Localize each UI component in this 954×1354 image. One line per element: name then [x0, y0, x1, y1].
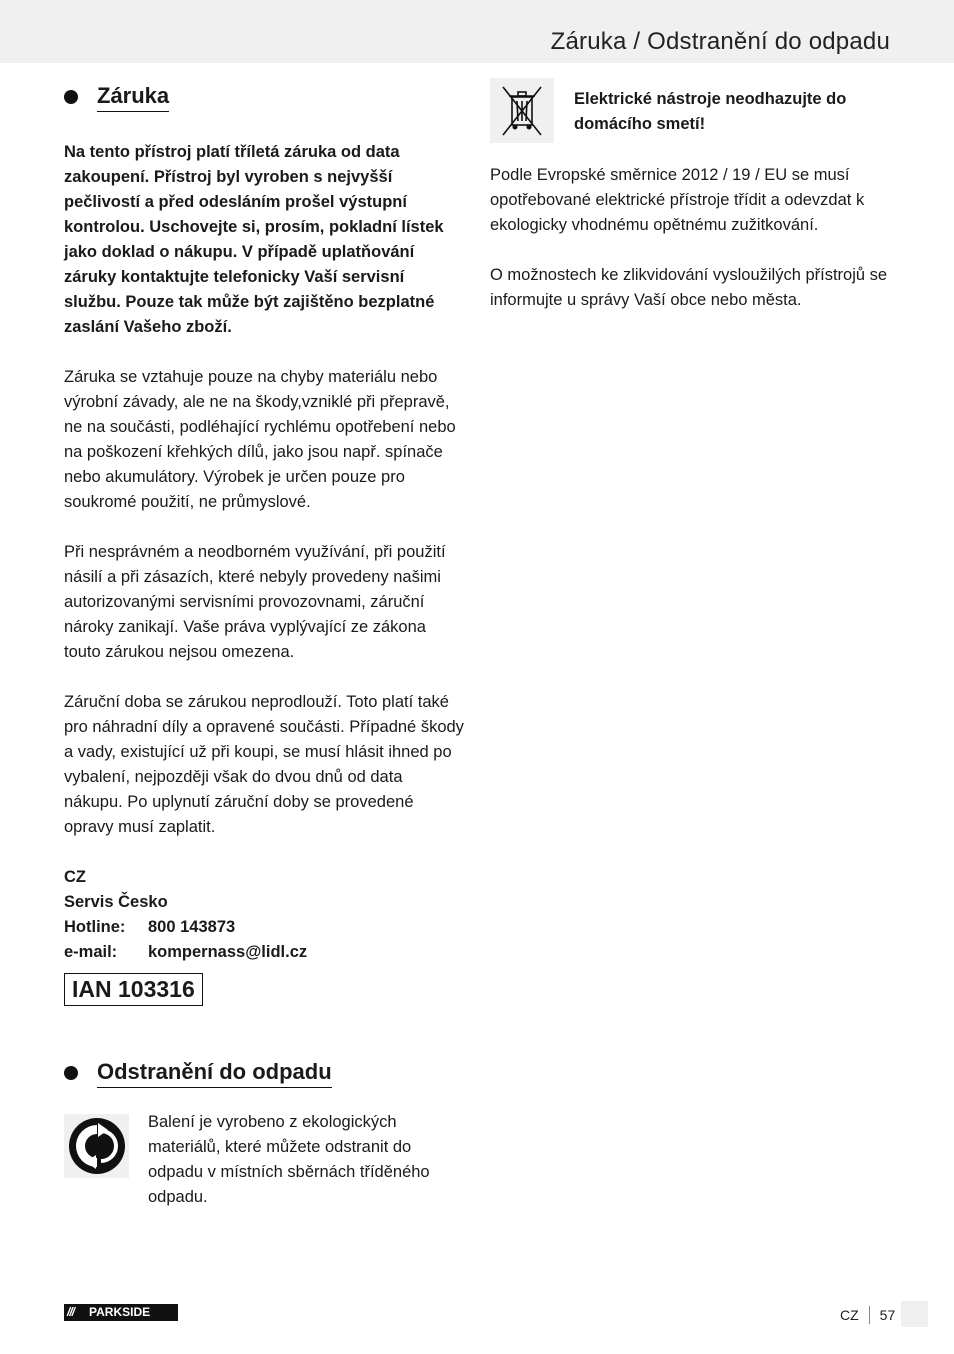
bullet-icon	[64, 90, 78, 104]
service-block	[64, 865, 464, 965]
disposal-heading	[64, 1058, 464, 1088]
service-email-row	[64, 940, 464, 965]
email-value: kompernass@lidl.cz	[148, 943, 308, 961]
bullet-icon	[64, 1066, 78, 1080]
page-number: 57	[879, 1307, 896, 1323]
divider	[869, 1306, 870, 1324]
parkside-logo	[64, 1304, 178, 1321]
warranty-paragraph-2: Při nesprávném a neodborném využívání, při použití násilí a při zásazích, které nebyly provedeny našimi autorizovanými servisními provozovnami, záruční nároky zanikají. Vaše práva vyplývající ze zákona touto zárukou nejsou omezena.	[64, 543, 446, 661]
left-column	[64, 82, 464, 1210]
weee-row	[490, 78, 900, 143]
green-dot-recycling-icon	[64, 1114, 129, 1178]
right-column	[490, 78, 900, 313]
logo-stripes-icon: ///	[67, 1305, 75, 1319]
packaging-row	[64, 1110, 464, 1210]
warranty-paragraph-1: Záruka se vztahuje pouze na chyby materiálu nebo výrobní závady, ale ne na škody,vzniklé při přepravě, ne na součásti, podléhající rychlému opotřebení nebo na poškození křehkých dílů, jako jsou např. spínače nebo akumulátory. Výrobek je určen pouze pro soukromé použití, ne průmyslové.	[64, 368, 456, 511]
warranty-paragraph-3: Záruční doba se zárukou neprodlouží. Toto platí také pro náhradní díly a opravené součásti. Případné škody a vady, existující už při koupi, se musí hlásit ihned po vybalení, nejpozději však do dvou dnů od data nákupu. Po uplynutí záruční doby se provedené opravy musí zaplatit.	[64, 693, 464, 836]
page-number-block	[840, 1306, 895, 1324]
weee-heading: Elektrické nástroje neodhazujte do domácího smetí!	[574, 90, 847, 133]
hotline-value: 800 143873	[148, 918, 236, 936]
service-country: CZ	[64, 868, 86, 886]
language-code: CZ	[840, 1307, 859, 1323]
crossed-bin-icon	[490, 78, 554, 143]
footer-tab	[901, 1301, 928, 1327]
packaging-text: Balení je vyrobeno z ekologických materiálů, které můžete odstranit do odpadu v místních sběrnách tříděného odpadu.	[148, 1113, 430, 1206]
page-header-title: Záruka / Odstranění do odpadu	[550, 28, 890, 55]
warranty-intro: Na tento přístroj platí tříletá záruka od data zakoupení. Přístroj byl vyroben s nejvyšší pečlivostí a před odesláním prošel výstupní kontrolou. Uschovejte si, prosím, pokladní lístek jako doklad o nákupu. V případě uplatňování záruky kontaktujte telefonicky Vaší servisní službu. Pouze tak může být zajištěno bezplatné zaslání Vašeho zboží.	[64, 143, 444, 336]
ian-box: IAN 103316	[64, 973, 203, 1006]
weee-text-1: Podle Evropské směrnice 2012 / 19 / EU se musí opotřebované elektrické přístroje třídit a odevzdat k ekologicky vhodnému opětnému zužitkování.	[490, 166, 865, 234]
logo-brand-text: PARKSIDE	[89, 1305, 151, 1319]
warranty-heading	[64, 82, 464, 112]
disposal-heading-text: Odstranění do odpadu	[97, 1058, 332, 1088]
email-label: e-mail:	[64, 943, 118, 961]
service-hotline-row	[64, 915, 464, 940]
hotline-label: Hotline:	[64, 918, 126, 936]
service-name: Servis Česko	[64, 893, 168, 911]
weee-text-2: O možnostech ke zlikvidování vysloužilých přístrojů se informujte u správy Vaší obce nebo města.	[490, 266, 888, 309]
warranty-heading-text: Záruka	[97, 82, 169, 112]
